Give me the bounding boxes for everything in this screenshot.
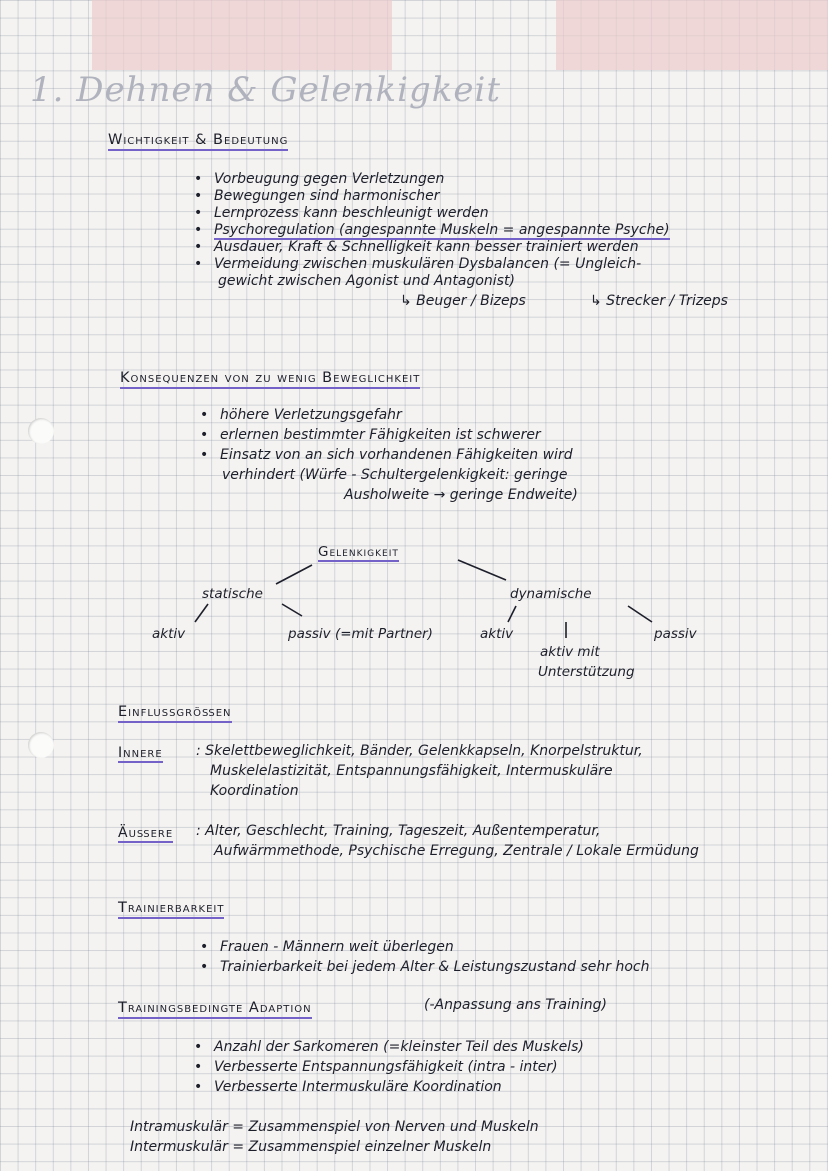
list-item: • Frauen - Männern weit überlegen — [220, 940, 454, 955]
mindmap-aktiv-mit: aktiv mit — [540, 644, 600, 660]
list-item-continuation: Ausholweite → geringe Endweite) — [344, 487, 578, 503]
heading-wichtigkeit: Wichtigkeit & Bedeutung — [108, 132, 288, 151]
mindmap-root: Gelenkigkeit — [318, 544, 399, 560]
list-item: • Verbesserte Entspannungsfähigkeit (intra - inter) — [214, 1060, 558, 1075]
adaption-note: (-Anpassung ans Training) — [424, 997, 607, 1013]
list-item-continuation: gewicht zwischen Agonist und Antagonist) — [218, 273, 515, 289]
label-aeussere: Äußere — [118, 825, 174, 841]
list-item: • Vermeidung zwischen muskulären Dysbalancen (= Ungleich- — [214, 257, 641, 272]
page-title: 1. Dehnen & Gelenkigkeit — [30, 70, 501, 110]
list-item: • Lernprozess kann beschleunigt werden — [214, 206, 489, 221]
list-item: • Psychoregulation (angespannte Muskeln = angespannte Psyche) — [214, 223, 670, 240]
sub-note-beuger: ↳ Beuger / Bizeps — [400, 293, 526, 309]
definition-intramuskulaer: Intramuskulär = Zusammenspiel von Nerven und Muskeln — [130, 1119, 539, 1135]
list-item: • erlernen bestimmter Fähigkeiten ist schwerer — [220, 428, 541, 443]
aeussere-line-2: Aufwärmmethode, Psychische Erregung, Zentrale / Lokale Ermüdung — [214, 843, 699, 859]
heading-konsequenzen: Konsequenzen von zu wenig Beweglichkeit — [120, 370, 420, 389]
mindmap-unterstuetzung: Unterstützung — [538, 664, 635, 680]
label-innere: Innere — [118, 745, 163, 761]
list-item: • Trainierbarkeit bei jedem Alter & Leistungszustand sehr hoch — [220, 960, 649, 975]
list-item: • Vorbeugung gegen Verletzungen — [214, 172, 444, 187]
aeussere-line-1: : Alter, Geschlecht, Training, Tageszeit, Außentemperatur, — [196, 823, 601, 839]
list-item: • Ausdauer, Kraft & Schnelligkeit kann besser trainiert werden — [214, 240, 639, 255]
heading-einflussgroessen: Einflussgrößen — [118, 704, 232, 723]
mindmap-passiv-dynamisch: passiv — [654, 626, 697, 642]
list-item: • Verbesserte Intermuskuläre Koordination — [214, 1080, 502, 1095]
list-item-continuation: verhindert (Würfe - Schultergelenkigkeit: geringe — [222, 467, 568, 483]
list-item: • Einsatz von an sich vorhandenen Fähigkeiten wird — [220, 448, 573, 463]
innere-line-1: : Skelettbeweglichkeit, Bänder, Gelenkkapseln, Knorpelstruktur, — [196, 743, 643, 759]
mindmap-statische: statische — [202, 586, 263, 602]
heading-trainierbarkeit: Trainierbarkeit — [118, 900, 224, 919]
mindmap-passiv-statisch: passiv (=mit Partner) — [288, 626, 433, 642]
heading-adaption: Trainingsbedingte Adaption — [118, 1000, 312, 1019]
innere-line-2: Muskelelastizität, Entspannungsfähigkeit, Intermuskuläre — [210, 763, 613, 779]
definition-intermuskulaer: Intermuskulär = Zusammenspiel einzelner Muskeln — [130, 1139, 492, 1155]
sub-note-strecker: ↳ Strecker / Trizeps — [590, 293, 728, 309]
list-item: • höhere Verletzungsgefahr — [220, 408, 402, 423]
mindmap-aktiv-statisch: aktiv — [152, 626, 186, 642]
innere-line-3: Koordination — [210, 783, 299, 799]
mindmap-aktiv-dynamisch: aktiv — [480, 626, 514, 642]
mindmap-dynamische: dynamische — [510, 586, 592, 602]
list-item: • Anzahl der Sarkomeren (=kleinster Teil des Muskels) — [214, 1040, 584, 1055]
list-item: • Bewegungen sind harmonischer — [214, 189, 440, 204]
